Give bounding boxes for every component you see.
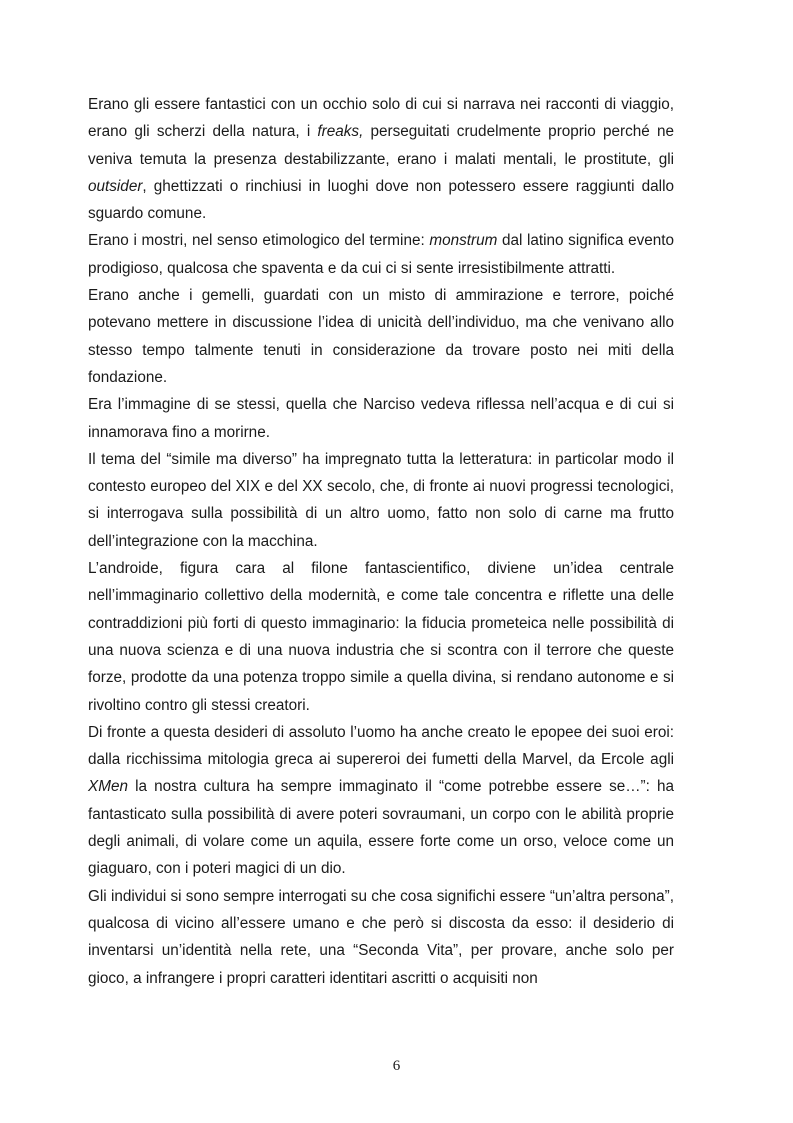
text-run: perseguitati crudelmente proprio perché ne veniva temuta la presenza destabilizzante, erano i malati mentali, le prostitute, gli (88, 123, 674, 168)
page-number: 6 (392, 1058, 401, 1074)
italic-term: freaks, (317, 123, 364, 141)
paragraph (88, 555, 674, 719)
text-run: L’androide, figura cara al filone fantascientifico, diviene un’idea centrale nell’immaginario collettivo della modernità, e come tale concentra e riflette una delle contraddizioni più forti di questo immaginario: la fiducia prometeica nelle possibilità di una nuova scienza e di una nuova industria che si scontra con il terrore che queste forze, prodotte da una potenza troppo simile a quella divina, si rendano autonome e si rivoltino contro gli stessi creatori. (88, 560, 674, 714)
paragraph (88, 227, 674, 282)
text-run: dal latino significa evento prodigioso, qualcosa che spaventa e da cui ci si sente irresistibilmente attratti. (88, 232, 674, 277)
text-run: Erano i mostri, nel senso etimologico del termine: (88, 232, 430, 250)
italic-term: outsider (88, 177, 143, 195)
text-run: Erano anche i gemelli, guardati con un misto di ammirazione e terrore, poiché potevano mettere in discussione l’idea di unicità dell’individuo, ma che venivano allo stesso tempo talmente tenuti in considerazione da trovare posto nei miti della fondazione. (88, 287, 674, 386)
text-run: Gli individui si sono sempre interrogati su che cosa significhi essere “un’altra persona”, qualcosa di vicino all’essere umano e che però si discosta da esso: il desiderio di inventarsi un’identità nella rete, una “Seconda Vita”, per provare, anche solo per gioco, a infrangere i propri caratteri identitari ascritti o acquisiti non (88, 887, 674, 987)
paragraph (88, 446, 674, 555)
text-run: Era l’immagine di se stessi, quella che Narciso vedeva riflessa nell’acqua e di cui si innamorava fino a morirne. (88, 396, 674, 441)
paragraph (88, 883, 674, 992)
text-run: , ghettizzati o rinchiusi in luoghi dove non potessero essere raggiunti dallo sguardo comune. (88, 177, 674, 223)
paragraph (88, 719, 674, 883)
text-run: Erano gli essere fantastici con un occhio solo di cui si narrava nei racconti di viaggio, erano gli scherzi della natura, i (88, 96, 674, 141)
text-run: la nostra cultura ha sempre immaginato il “come potrebbe essere se…”: ha fantasticato sulla possibilità di avere poteri sovraumani, un corpo con le abilità proprie degli animali, di volare come un aquila, essere forte come un orso, veloce come un giaguaro, con i poteri magici di un dio. (88, 778, 674, 878)
italic-term: monstrum (429, 232, 498, 250)
paragraph (88, 391, 674, 446)
text-run: Di fronte a questa desideri di assoluto l’uomo ha anche creato le epopee dei suoi eroi: dalla ricchissima mitologia greca ai supereroi dei fumetti della Marvel, da Ercole agli (88, 723, 674, 769)
paragraph (88, 91, 674, 227)
italic-term: XMen (88, 778, 128, 796)
paragraph (88, 282, 674, 391)
body-text (88, 91, 674, 992)
text-run: Il tema del “simile ma diverso” ha impregnato tutta la letteratura: in particolar modo il contesto europeo del XIX e del XX secolo, che, di fronte ai nuovi progressi tecnologici, si interrogava sulla possibilità di un altro uomo, fatto non solo di carne ma frutto dell’integrazione con la macchina. (88, 450, 674, 550)
